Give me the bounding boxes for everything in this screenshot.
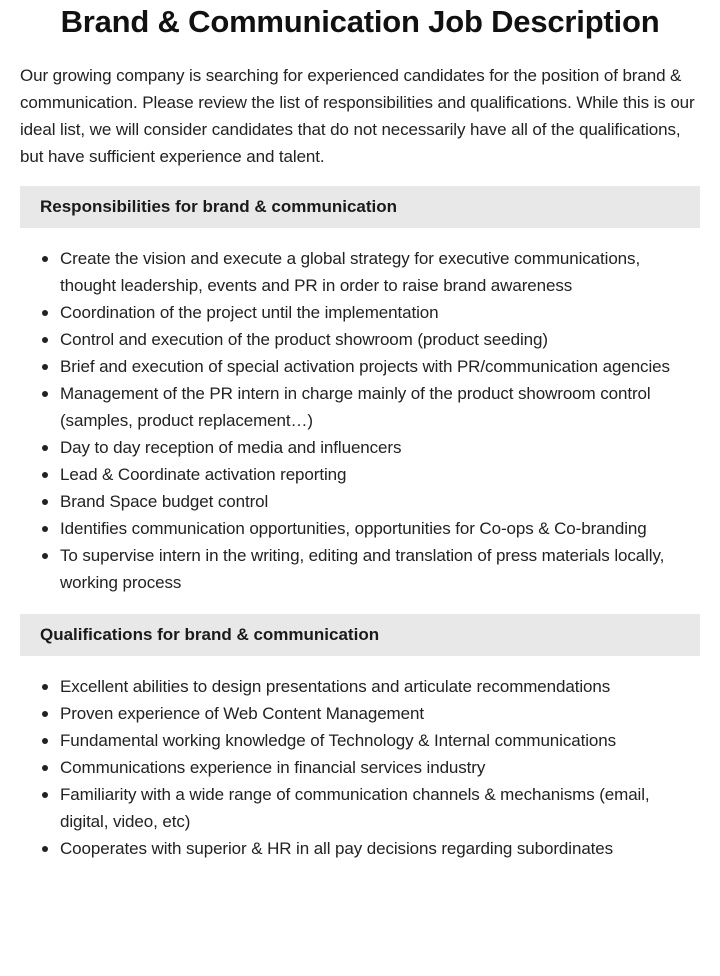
list-item: Cooperates with superior & HR in all pay decisions regarding subordinates [60,835,700,862]
list-item: Brief and execution of special activation projects with PR/communication agencies [60,353,700,380]
list-item: Brand Space budget control [60,488,700,515]
list-item: To supervise intern in the writing, editing and translation of press materials locally, working process [60,542,700,596]
list-item: Identifies communication opportunities, opportunities for Co-ops & Co-branding [60,515,700,542]
list-item: Excellent abilities to design presentations and articulate recommendations [60,673,700,700]
qualifications-list [20,673,700,862]
list-item: Day to day reception of media and influencers [60,434,700,461]
page-title: Brand & Communication Job Description [60,4,660,39]
responsibilities-heading: Responsibilities for brand & communication [20,186,700,228]
list-item: Proven experience of Web Content Management [60,700,700,727]
list-item: Lead & Coordinate activation reporting [60,461,700,488]
list-item: Communications experience in financial services industry [60,754,700,781]
list-item: Control and execution of the product showroom (product seeding) [60,326,700,353]
list-item: Fundamental working knowledge of Technology & Internal communications [60,727,700,754]
list-item: Management of the PR intern in charge mainly of the product showroom control (samples, product replacement…) [60,380,700,434]
qualifications-heading: Qualifications for brand & communication [20,614,700,656]
list-item: Coordination of the project until the implementation [60,299,700,326]
list-item: Create the vision and execute a global strategy for executive communications, thought leadership, events and PR in order to raise brand awareness [60,245,700,299]
list-item: Familiarity with a wide range of communication channels & mechanisms (email, digital, video, etc) [60,781,700,835]
intro-paragraph: Our growing company is searching for experienced candidates for the position of brand & communication. Please review the list of responsibilities and qualifications. While this is our ideal list, we will consider candidates that do not necessarily have all of the qualifications, but have sufficient experience and talent. [20,66,695,166]
responsibilities-list [20,245,700,596]
